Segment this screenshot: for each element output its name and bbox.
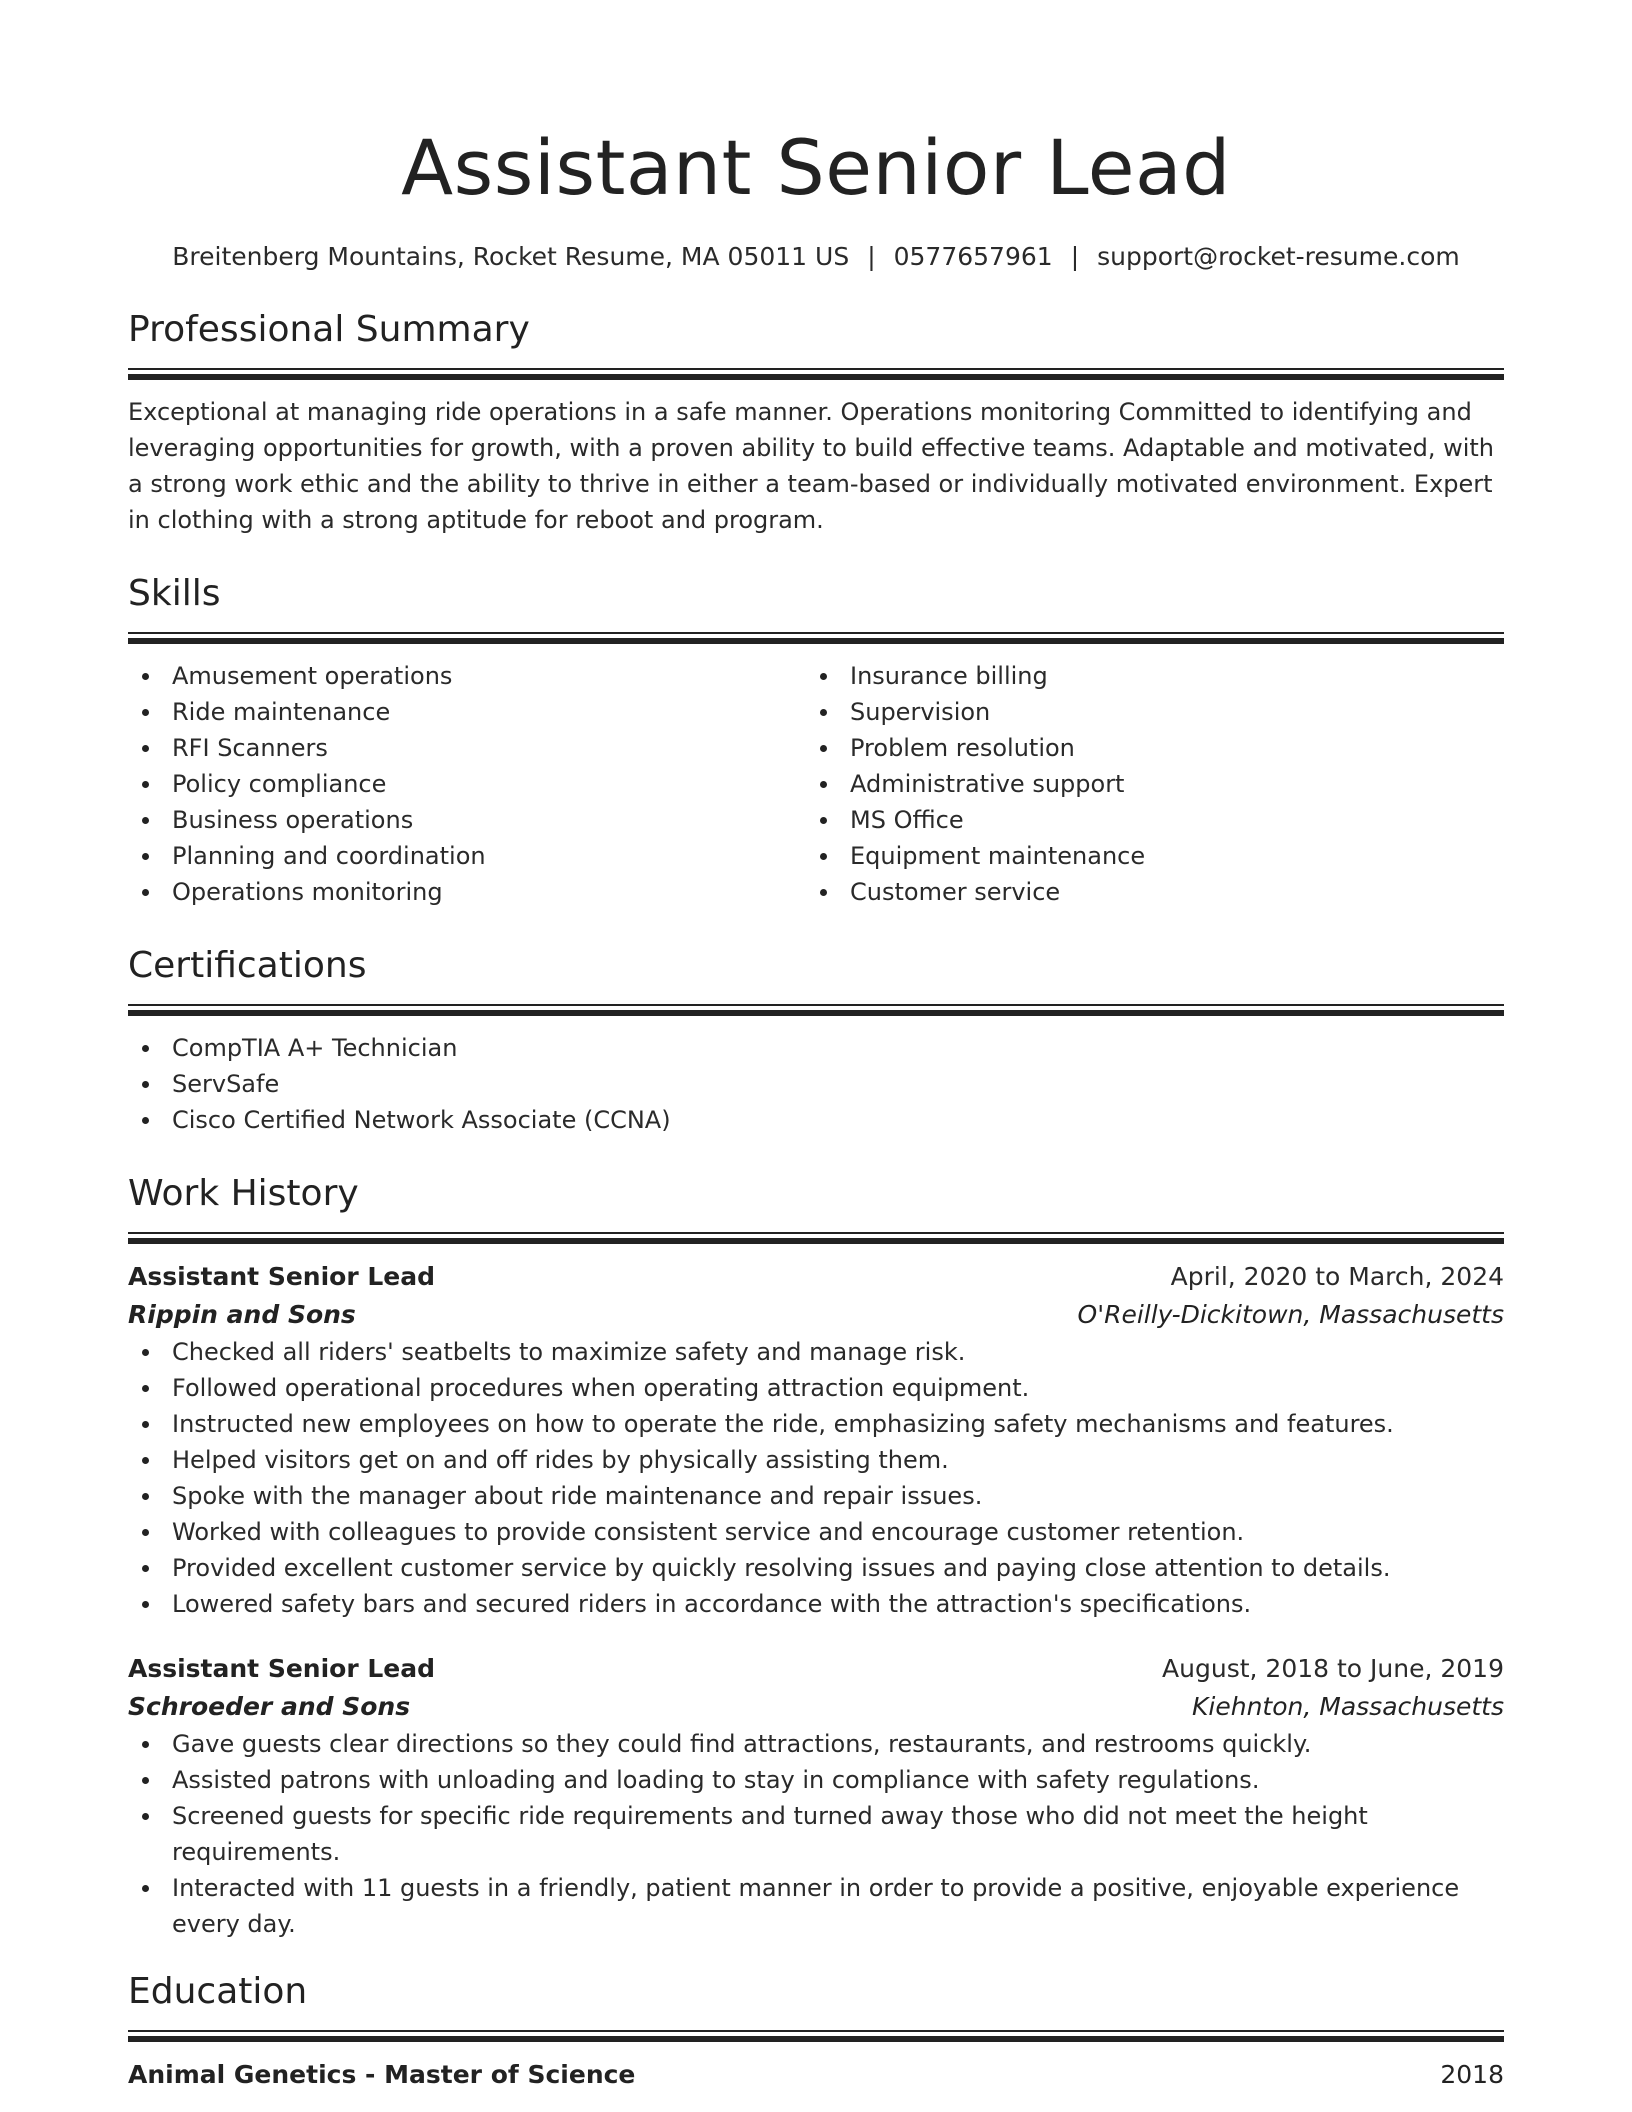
section-divider [128,368,1504,370]
job-duty-item: Screened guests for specific ride requirements and turned away those who did not meet the height requirements. [128,1798,1504,1870]
job-duty-item: Instructed new employees on how to operate the ride, emphasizing safety mechanisms and features. [128,1406,1504,1442]
skill-item: RFI Scanners [128,730,806,766]
job-duty-item: Gave guests clear directions so they could find attractions, restaurants, and restrooms quickly. [128,1726,1504,1762]
job-duties-list [128,1334,1504,1622]
job-company: Schroeder and Sons [128,1692,411,1721]
certification-item: ServSafe [128,1066,1504,1102]
skill-item: Equipment maintenance [806,838,1494,874]
section-title-certifications: Certifications [128,945,367,986]
contact-separator: | [1070,242,1080,271]
section-divider [128,2030,1504,2032]
skills-list-right [806,658,1494,910]
contact-phone: 0577657961 [893,242,1053,271]
skill-item: MS Office [806,802,1494,838]
education-degree: Animal Genetics - Master of Science [128,2060,636,2089]
education-section [128,1970,1504,2094]
section-divider [128,632,1504,634]
skills-list-left [128,658,806,910]
job-company: Rippin and Sons [128,1300,356,1329]
job-duty-item: Interacted with 11 guests in a friendly, patient manner in order to provide a positive, enjoyable experience every day. [128,1870,1504,1942]
certification-item: CompTIA A+ Technician [128,1030,1504,1066]
contact-email[interactable]: support@rocket-resume.com [1097,242,1460,271]
contact-separator: | [867,242,876,271]
job-dates: August, 2018 to June, 2019 [1162,1654,1504,1683]
certification-item: Cisco Certified Network Associate (CCNA) [128,1102,1504,1138]
section-title-work-history: Work History [128,1173,359,1214]
section-title-summary: Professional Summary [128,309,530,350]
job-duty-item: Worked with colleagues to provide consistent service and encourage customer retention. [128,1514,1504,1550]
skills-columns [128,658,1504,910]
education-year: 2018 [1440,2060,1504,2089]
job-duty-item: Assisted patrons with unloading and loading to stay in compliance with safety regulations. [128,1762,1504,1798]
job-title: Assistant Senior Lead [128,1262,436,1291]
skill-item: Amusement operations [128,658,806,694]
job-duty-item: Checked all riders' seatbelts to maximize safety and manage risk. [128,1334,1504,1370]
skill-item: Operations monitoring [128,874,806,910]
job-entry [128,1258,1504,1622]
job-dates: April, 2020 to March, 2024 [1170,1262,1504,1291]
resume-content [128,118,1504,2094]
skill-item: Policy compliance [128,766,806,802]
section-title-skills: Skills [128,573,221,614]
summary-section [128,308,1504,538]
job-location: Kiehnton, Massachusetts [1192,1692,1504,1721]
candidate-name: Assistant Senior Lead [401,123,1231,212]
education-entry [128,2056,1504,2094]
skill-item: Business operations [128,802,806,838]
section-divider [128,1004,1504,1006]
job-duty-item: Lowered safety bars and secured riders in accordance with the attraction's specifications. [128,1586,1504,1622]
section-divider [128,1232,1504,1234]
job-duties-list [128,1726,1504,1942]
contact-address: Breitenberg Mountains, Rocket Resume, MA 05011 US [172,242,850,271]
skills-section [128,572,1504,910]
job-duty-item: Helped visitors get on and off rides by physically assisting them. [128,1442,1504,1478]
certifications-section [128,944,1504,1138]
section-title-education: Education [128,1971,308,2012]
job-entry [128,1650,1504,1942]
job-duty-item: Spoke with the manager about ride maintenance and repair issues. [128,1478,1504,1514]
skill-item: Problem resolution [806,730,1494,766]
job-title: Assistant Senior Lead [128,1654,436,1683]
summary-text: Exceptional at managing ride operations in a safe manner. Operations monitoring Committed to identifying and leveraging opportunities for growth, with a proven ability to build effective teams. Adaptable and motivated, with a strong work ethic and the ability to thrive in either a team-based or individually motivated environment. Expert in clothing with a strong aptitude for reboot and program. [128,398,1494,534]
skill-item: Insurance billing [806,658,1494,694]
skill-item: Ride maintenance [128,694,806,730]
job-duty-item: Provided excellent customer service by quickly resolving issues and paying close attention to details. [128,1550,1504,1586]
skill-item: Supervision [806,694,1494,730]
contact-line [128,240,1504,274]
skill-item: Customer service [806,874,1494,910]
job-duty-item: Followed operational procedures when operating attraction equipment. [128,1370,1504,1406]
job-location: O'Reilly-Dickitown, Massachusetts [1077,1300,1504,1329]
certifications-list [128,1030,1504,1138]
work-history-section [128,1172,1504,1942]
skill-item: Planning and coordination [128,838,806,874]
skill-item: Administrative support [806,766,1494,802]
